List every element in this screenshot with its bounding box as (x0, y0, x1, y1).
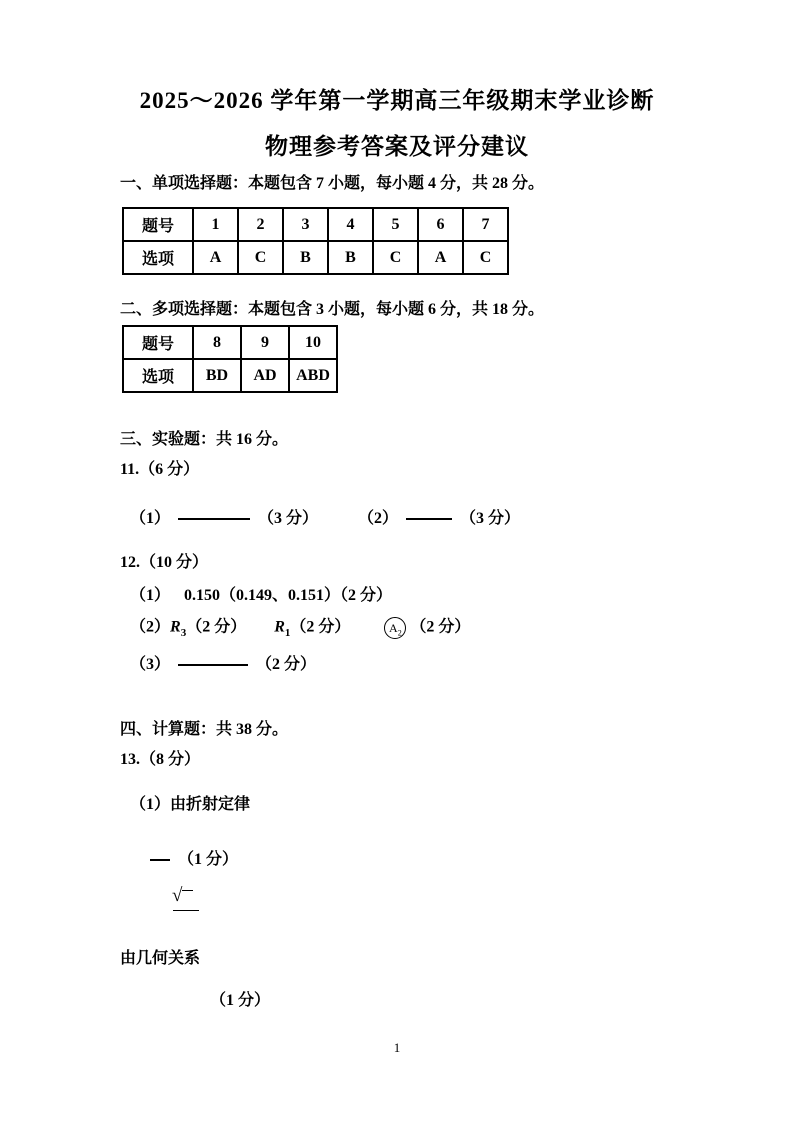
answer-row (123, 359, 337, 392)
answer-cell: C (463, 241, 508, 274)
question-number-header: 题号 (123, 326, 193, 359)
question-number-cell: 6 (418, 208, 463, 241)
answer-cell: AD (241, 359, 289, 392)
q11-part1-score: （3 分） (258, 510, 319, 527)
q12-part1-score: （2 分） (340, 587, 393, 604)
question-13-score-line (150, 850, 794, 870)
answer-cell: BD (193, 359, 241, 392)
q13-part1-number: （1） (130, 795, 171, 813)
q12-r3-score: （2 分） (186, 618, 247, 636)
question-13-label: 13.（8 分） (120, 750, 201, 768)
answer-cell: C (238, 241, 283, 274)
question-number-cell: 5 (373, 208, 418, 241)
q11-part1-number: （1） (130, 510, 171, 527)
q13-score1: （1 分） (178, 850, 239, 868)
question-12-part1 (130, 586, 794, 606)
q12-part1-number: （1） (130, 587, 171, 604)
question-number-header: 题号 (123, 208, 193, 241)
answer-header: 选项 (123, 359, 193, 392)
question-number-cell: 7 (463, 208, 508, 241)
document-title-line1: 2025～2026 学年第一学期高三年级期末学业诊断 (139, 88, 655, 113)
ammeter-letter: A (389, 621, 398, 635)
section-calculation-heading: 四、计算题：共 38 分。 (120, 720, 289, 738)
radical-formula-placeholder (172, 886, 794, 911)
section-experiment-heading: 三、实验题：共 16 分。 (120, 431, 289, 448)
answer-blank-line (178, 518, 250, 520)
answer-cell: A (418, 241, 463, 274)
question-11-label: 11.（6 分） (120, 461, 200, 478)
question-number-row (123, 208, 508, 241)
question-12-part3 (130, 655, 794, 675)
ammeter-a2-icon (384, 617, 406, 639)
underline-rule (173, 910, 199, 911)
section-multi-choice-heading: 二、多项选择题：本题包含 3 小题，每小题 6 分，共 18 分。 (120, 301, 545, 318)
q13-part1-text: 由折射定律 (170, 795, 251, 813)
ammeter-subscript: 2 (397, 628, 402, 638)
question-13-part1 (130, 795, 794, 815)
q12-r1-score: （2 分） (290, 618, 351, 636)
answer-blank-line (178, 664, 248, 666)
single-choice-answer-table (122, 207, 509, 275)
q12-part1-answer: 0.150（0.149、0.151） (184, 587, 341, 604)
question-12-part2 (130, 617, 794, 643)
resistor-r3-symbol: R (170, 618, 181, 636)
square-root-icon (172, 886, 794, 906)
question-number-cell: 8 (193, 326, 241, 359)
q12-part3-score: （2 分） (256, 655, 317, 673)
multi-choice-answer-table (122, 325, 338, 393)
radical-sign: √ (172, 884, 183, 906)
answer-cell: ABD (289, 359, 337, 392)
question-number-cell: 3 (283, 208, 328, 241)
answer-cell: B (283, 241, 328, 274)
section-single-choice-heading: 一、单项选择题：本题包含 7 小题，每小题 4 分，共 28 分。 (120, 175, 545, 192)
q11-part2-number: （2） (358, 510, 399, 527)
vinculum-line (182, 890, 193, 891)
q11-part2-score: （3 分） (460, 510, 521, 527)
q12-ammeter-score: （2 分） (410, 618, 471, 636)
page-number: 1 (393, 1040, 401, 1055)
question-number-cell: 1 (193, 208, 238, 241)
answer-cell: C (373, 241, 418, 274)
resistor-r1-subscript: 1 (284, 626, 291, 639)
answer-blank-line (406, 518, 452, 520)
resistor-r3-subscript: 3 (180, 626, 187, 639)
question-13-score2: （1 分） (210, 991, 271, 1009)
question-number-cell: 9 (241, 326, 289, 359)
geometry-relation-text: 由几何关系 (120, 949, 201, 967)
q12-part3-number: （3） (130, 655, 171, 673)
answer-cell: A (193, 241, 238, 274)
question-number-cell: 2 (238, 208, 283, 241)
question-11-parts (130, 509, 794, 529)
resistor-r1-symbol: R (274, 618, 285, 636)
question-number-row (123, 326, 337, 359)
question-12-label: 12.（10 分） (120, 554, 209, 571)
answer-header: 选项 (123, 241, 193, 274)
question-number-cell: 4 (328, 208, 373, 241)
answer-blank-line (150, 859, 170, 861)
document-title-line2: 物理参考答案及评分建议 (265, 134, 529, 159)
answer-cell: B (328, 241, 373, 274)
answer-row (123, 241, 508, 274)
question-number-cell: 10 (289, 326, 337, 359)
q12-part2-number: （2） (130, 618, 171, 636)
